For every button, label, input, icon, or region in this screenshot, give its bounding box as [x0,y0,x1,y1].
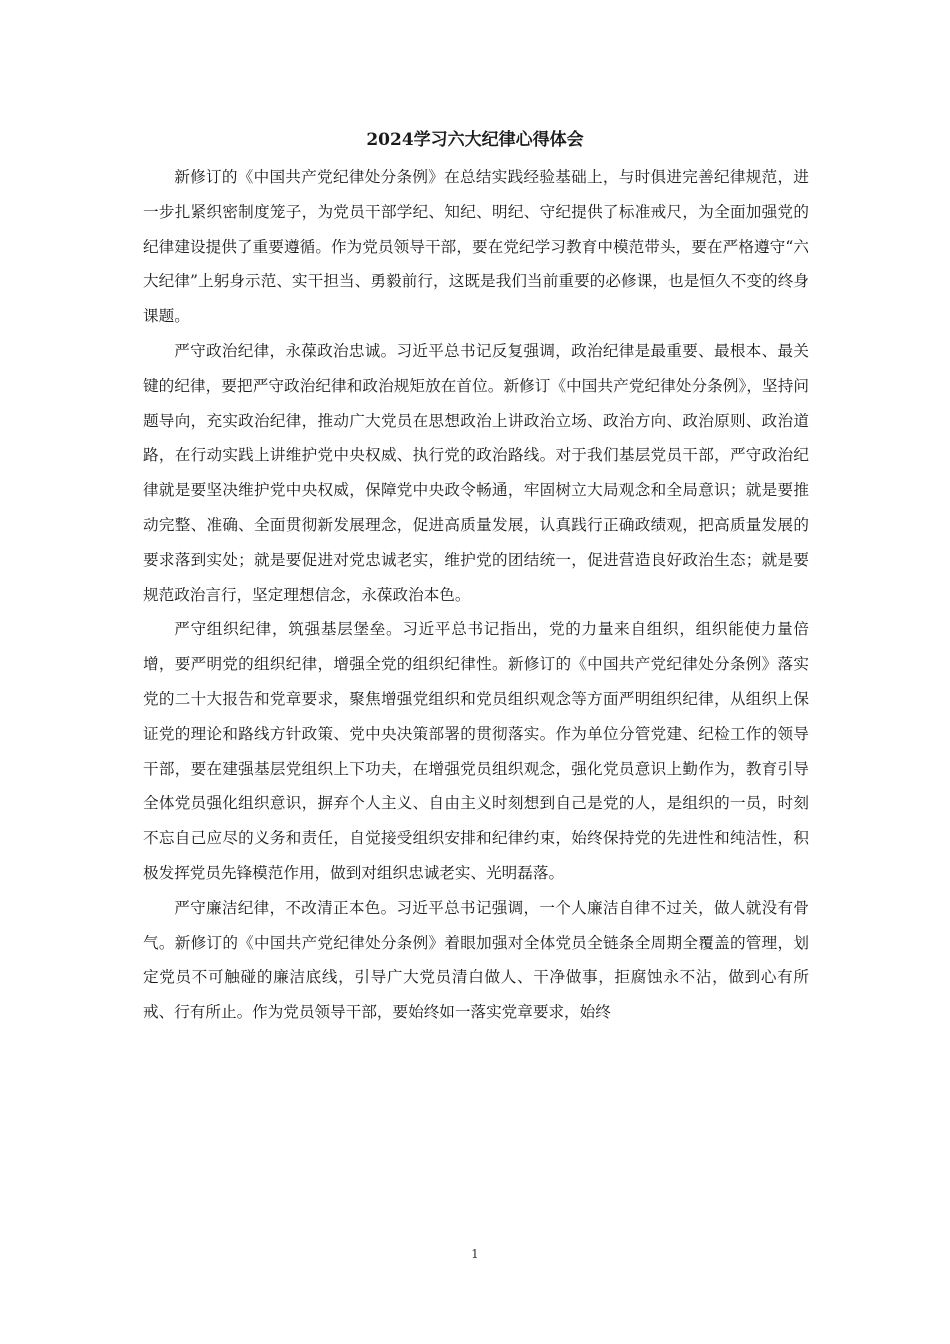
page-number: 1 [471,1247,479,1261]
paragraph-political-discipline: 严守政治纪律，永葆政治忠诚。习近平总书记反复强调，政治纪律是最重要、最根本、最关键的纪律，要把严守政治纪律和政治规矩放在首位。新修订《中国共产党纪律处分条例》，坚持问题导向，充实政治纪律，推动广大党员在思想政治上讲政治立场、政治方向、政治原则、政治道路，在行动实践上讲维护党中央权威、执行党的政治路线。对于我们基层党员干部，严守政治纪律就是要坚决维护党中央权威，保障党中央政令畅通，牢固树立大局观念和全局意识；就是要推动完整、准确、全面贯彻新发展理念，促进高质量发展，认真践行正确政绩观，把高质量发展的要求落到实处；就是要促进对党忠诚老实，维护党的团结统一，促进营造良好政治生态；就是要规范政治言行，坚定理想信念，永葆政治本色。 [143,341,809,604]
document-title: 2024学习六大纪律心得体会 [366,130,584,150]
paragraph-integrity-discipline: 严守廉洁纪律，不改清正本色。习近平总书记强调，一个人廉洁自律不过关，做人就没有骨气。新修订的《中国共产党纪律处分条例》着眼加强对全体党员全链条全周期全覆盖的管理，划定党员不可触碰的廉洁底线，引导广大党员清白做人、干净做事，拒腐蚀永不沾，做到心有所戒、行有所止。作为党员领导干部，要始终如一落实党章要求，始终 [143,898,809,1022]
paragraph-organizational-discipline: 严守组织纪律，筑强基层堡垒。习近平总书记指出，党的力量来自组织，组织能使力量倍增，要严明党的组织纪律，增强全党的组织纪律性。新修订的《中国共产党纪律处分条例》落实党的二十大报告和党章要求，聚焦增强党组织和党员组织观念等方面严明组织纪律，从组织上保证党的理论和路线方针政策、党中央决策部署的贯彻落实。作为单位分管党建、纪检工作的领导干部，要在建强基层党组织上下功夫，在增强党员组织观念，强化党员意识上勤作为，教育引导全体党员强化组织意识，摒弃个人主义、自由主义时刻想到自己是党的人，是组织的一员，时刻不忘自己应尽的义务和责任，自觉接受组织安排和纪律约束，始终保持党的先进性和纯洁性，积极发挥党员先锋模范作用，做到对组织忠诚老实、光明磊落。 [143,620,809,882]
document-body [143,160,809,1030]
paragraph-intro: 新修订的《中国共产党纪律处分条例》在总结实践经验基础上，与时俱进完善纪律规范，进一步扎紧织密制度笼子，为党员干部学纪、知纪、明纪、守纪提供了标准戒尺，为全面加强党的纪律建设提供了重要遵循。作为党员领导干部，要在党纪学习教育中模范带头，要在严格遵守“六大纪律”上躬身示范、实干担当、勇毅前行，这既是我们当前重要的必修课，也是恒久不变的终身课题。 [143,168,809,326]
